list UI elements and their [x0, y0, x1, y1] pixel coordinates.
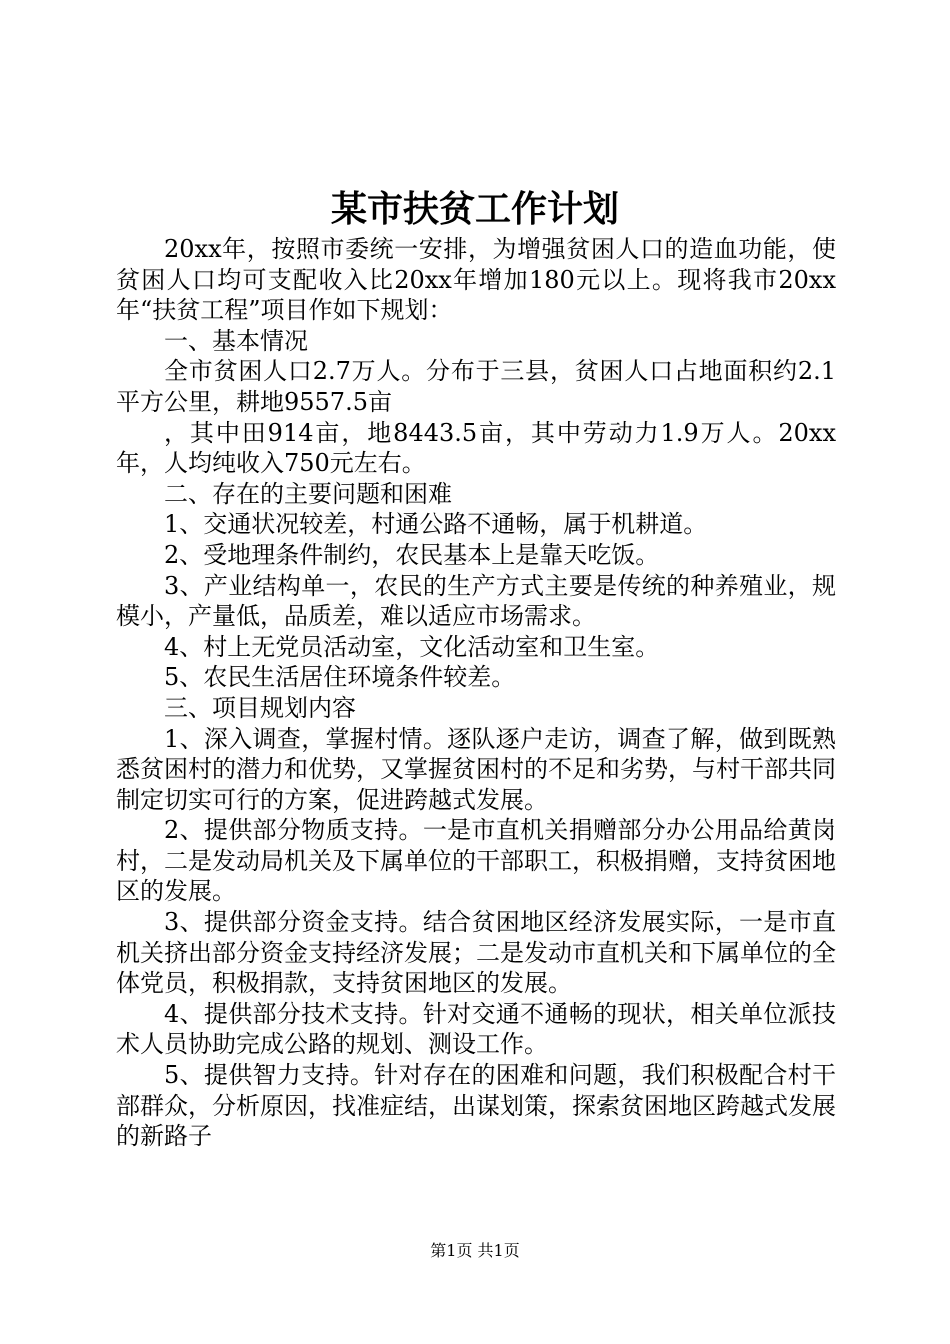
list-item-problem-3: 3、产业结构单一，农民的生产方式主要是传统的种养殖业，规模小，产量低，品质差，难以适应市场需求。: [116, 571, 836, 631]
list-item-problem-1: 1、交通状况较差，村通公路不通畅，属于机耕道。: [164, 510, 708, 539]
list-item-plan-4: 4、提供部分技术支持。针对交通不通畅的现状，相关单位派技术人员协助完成公路的规划、测设工作。: [116, 999, 836, 1059]
section-heading-basic-situation: 一、基本情况: [164, 326, 308, 355]
document-body: [116, 234, 836, 1152]
paragraph-basic-situation-1: 全市贫困人口2.7万人。分布于三县，贫困人口占地面积约2.1平方公里，耕地9557.5亩: [116, 357, 836, 416]
list-item-plan-1: 1、深入调查，掌握村情。逐队逐户走访，调查了解，做到既熟悉贫困村的潜力和优势，又掌握贫困村的不足和劣势，与村干部共同制定切实可行的方案，促进跨越式发展。: [116, 724, 836, 814]
list-item-plan-5: 5、提供智力支持。针对存在的困难和问题，我们积极配合村干部群众，分析原因，找准症结，出谋划策，探索贫困地区跨越式发展的新路子: [116, 1061, 836, 1151]
paragraph-basic-situation-2: ，其中田914亩，地8443.5亩，其中劳动力1.9万人。20xx年，人均纯收入750元左右。: [116, 418, 836, 478]
section-heading-plan: 三、项目规划内容: [164, 693, 356, 722]
list-item-problem-2: 2、受地理条件制约，农民基本上是靠天吃饭。: [164, 540, 660, 569]
section-heading-problems: 二、存在的主要问题和困难: [164, 479, 452, 508]
paragraph-intro: 20xx年，按照市委统一安排，为增强贫困人口的造血功能，使贫困人口均可支配收入比20xx年增加180元以上。现将我市20xx年“扶贫工程”项目作如下规划：: [116, 235, 836, 325]
page-number-footer: 第1页 共1页: [430, 1241, 520, 1260]
list-item-problem-4: 4、村上无党员活动室，文化活动室和卫生室。: [164, 632, 660, 661]
document-title: 某市扶贫工作计划: [330, 188, 619, 230]
list-item-plan-3: 3、提供部分资金支持。结合贫困地区经济发展实际，一是市直机关挤出部分资金支持经济发展；二是发动市直机关和下属单位的全体党员，积极捐款，支持贫困地区的发展。: [116, 908, 836, 998]
list-item-plan-2: 2、提供部分物质支持。一是市直机关捐赠部分办公用品给黄岗村，二是发动局机关及下属单位的干部职工，积极捐赠，支持贫困地区的发展。: [116, 816, 836, 906]
list-item-problem-5: 5、农民生活居住环境条件较差。: [164, 663, 516, 692]
